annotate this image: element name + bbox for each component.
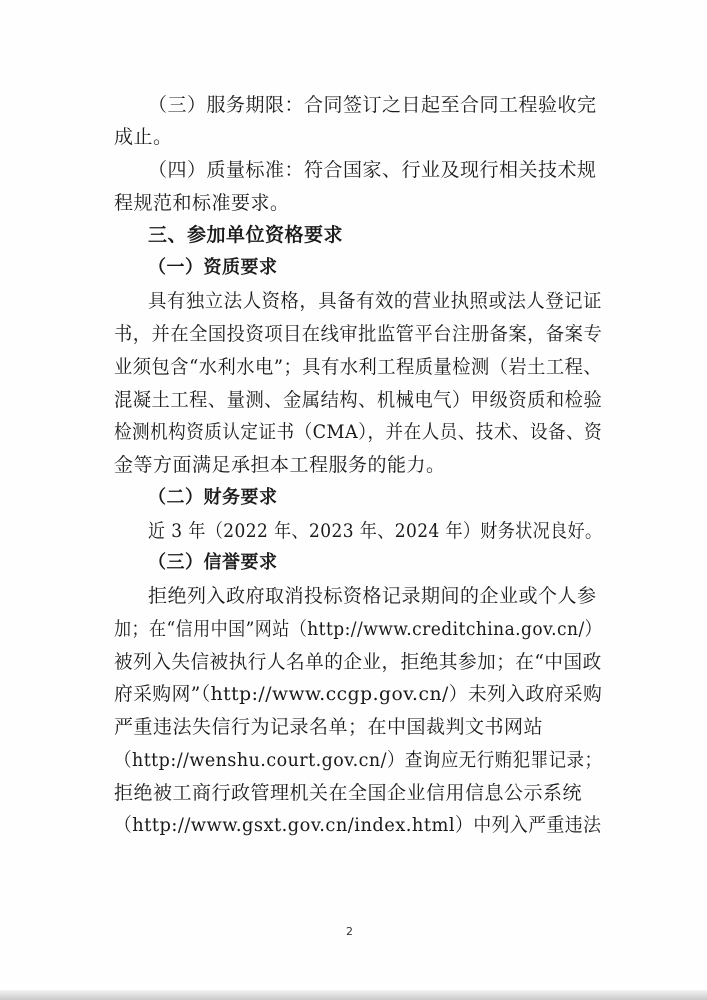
paragraph-line: （三）服务期限：合同签订之日起至合同工程验收完	[148, 94, 597, 116]
paragraph-line: 书，并在全国投资项目在线审批监管平台注册备案，备案专	[114, 323, 603, 345]
paragraph-line: 拒绝被工商行政管理机关在全国企业信用信息公示系统	[114, 782, 583, 804]
paragraph-line: 业须包含“水利水电”；具有水利工程质量检测（岩土工程、	[114, 356, 603, 378]
paragraph-line: 被列入失信被执行人名单的企业，拒绝其参加；在“中国政	[114, 651, 602, 673]
paragraph-line: 加；在“信用中国”网站（http://www.creditchina.gov.cn/）	[114, 618, 603, 640]
page-number: 2	[346, 925, 353, 938]
paragraph-line: 具有独立法人资格，具备有效的营业执照或法人登记证	[148, 290, 602, 312]
scan-edge	[0, 990, 707, 1000]
paragraph-line: 府采购网”（http://www.ccgp.gov.cn/）未列入政府采购	[114, 683, 603, 705]
subsection-heading: （一）资质要求	[148, 257, 278, 278]
paragraph-line: 金等方面满足承担本工程服务的能力。	[114, 454, 446, 476]
paragraph-line: （四）质量标准：符合国家、行业及现行相关技术规	[148, 159, 597, 181]
subsection-heading: （三）信誉要求	[148, 552, 278, 573]
paragraph-line: 混凝土工程、量测、金属结构、机械电气）甲级资质和检验	[114, 389, 603, 411]
paragraph-line: 检测机构资质认定证书（CMA），并在人员、技术、设备、资	[114, 421, 603, 443]
paragraph-line: （http://www.gsxt.gov.cn/index.html）中列入严重违法	[114, 814, 602, 836]
subsection-heading: （二）财务要求	[148, 487, 278, 508]
paragraph-line: 近 3 年（2022 年、2023 年、2024 年）财务状况良好。	[148, 520, 603, 542]
paragraph-line: 拒绝列入政府取消投标资格记录期间的企业或个人参	[148, 585, 597, 607]
paragraph-line: （http://wenshu.court.gov.cn/）查询应无行贿犯罪记录；	[114, 749, 603, 771]
paragraph-line: 严重违法失信行为记录名单；在中国裁判文书网站	[114, 716, 544, 738]
paragraph-line: 成止。	[114, 126, 173, 148]
paragraph-line: 程规范和标准要求。	[114, 192, 290, 214]
section-heading: 三、参加单位资格要求	[148, 224, 344, 246]
